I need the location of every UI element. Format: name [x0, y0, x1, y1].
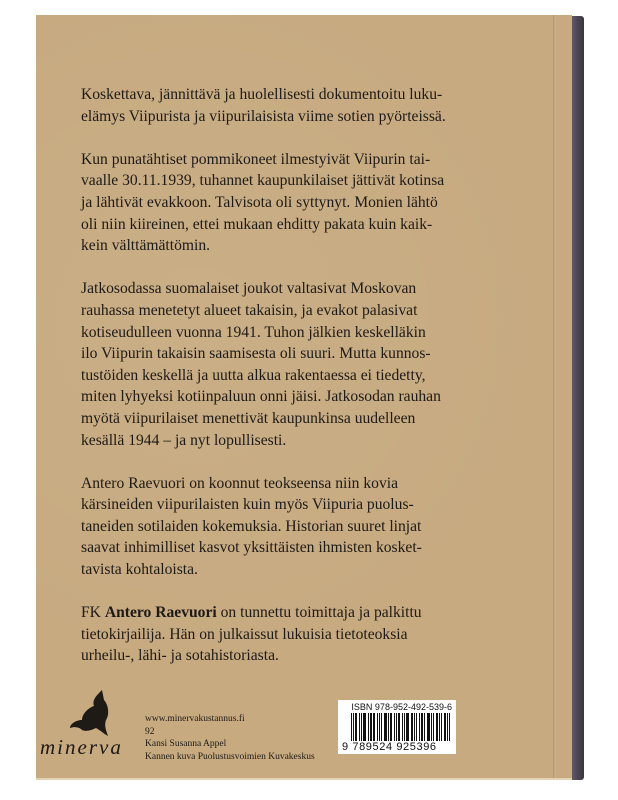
barcode-bar [444, 713, 446, 741]
barcode-bar [384, 713, 387, 741]
blurb-line: kotiseudulleen vuonna 1941. Tuhon jälkien keskelläkin [81, 323, 426, 341]
barcode-bar [411, 713, 413, 741]
barcode-bar [414, 713, 415, 741]
barcode-bar [447, 713, 448, 741]
credits [145, 713, 315, 763]
blurb-paragraph [81, 473, 446, 581]
isbn-barcode [338, 700, 456, 754]
barcode-bar [370, 713, 372, 741]
barcode-bar [424, 713, 425, 741]
blurb-line: rauhassa menetetyt alueet takaisin, ja evakot palasivat [81, 301, 418, 319]
blurb-line: tustöiden keskellä ja uutta alkua rakentaessa ei tiedetty, [81, 366, 426, 384]
blurb-paragraph [81, 84, 446, 127]
barcode-bar [359, 713, 360, 741]
barcode-bar [433, 713, 434, 741]
bio-prefix: FK [81, 604, 105, 622]
cover-photo-credit: Kannen kuva Puolustusvoimien Kuvakeskus [145, 751, 315, 762]
barcode-bar [379, 713, 380, 741]
author-name: Antero Raevuori [104, 604, 217, 622]
blurb-line: myötä viipurilaiset menettivät kaupunkinsa uudelleen [81, 409, 416, 427]
barcode-bar [353, 713, 354, 741]
publisher-logo: minerva [40, 735, 123, 759]
barcode-bar [421, 713, 423, 741]
barcode-bar [363, 713, 366, 741]
barcode-bar [436, 713, 438, 741]
blurb-line: miten lyhyeksi kotiinpaluun onni jäisi. Jatkosodan rauhan [81, 388, 441, 406]
blurb-line: kärsineiden viipurilaisten kuin myös Viipuria puolus- [81, 496, 414, 514]
barcode-bar [439, 713, 440, 741]
blurb-line: Kun punatähtiset pommikoneet ilmestyivät Viipurin tai- [81, 150, 431, 168]
blurb-line: vaalle 30.11.1939, tuhannet kaupunkilaiset jättivät kotinsa [81, 172, 445, 190]
blurb-line: tavista kohtaloista. [81, 561, 198, 579]
cover-edge [36, 778, 572, 780]
cover-design-credit: Kansi Susanna Appel [145, 739, 227, 749]
barcode-bar [406, 713, 409, 741]
barcode-bar [394, 713, 395, 741]
blurb-line: elämys Viipurista ja viipurilaisista viime sotien pyörteissä. [81, 107, 446, 125]
blurb-line: oli niin kiireinen, ettei mukaan ehditty pakata kuin kaik- [81, 215, 433, 233]
barcode-bar [441, 713, 442, 741]
isbn-text: ISBN 978-952-492-539-6 [351, 702, 452, 712]
barcode-bar [427, 713, 430, 741]
blurb-text [81, 84, 446, 689]
barcode-bars [351, 713, 452, 741]
category-code: 92 [145, 726, 155, 737]
blurb-line: ilo Viipurin takaisin saamisesta oli suuri. Mutta kunnos- [81, 345, 431, 363]
ean-number: 9 789524 925396 [342, 741, 437, 753]
barcode-bar [449, 713, 450, 741]
bio-line: urheilu-, lähi- ja sotahistoriasta. [81, 647, 279, 665]
barcode-bar [402, 713, 403, 741]
barcode-bar [431, 713, 432, 741]
blurb-line: Koskettava, jännittävä ja huolellisesti dokumentoitu luku- [81, 86, 443, 103]
blurb-line: kein välttämättömin. [81, 237, 211, 255]
barcode-bar [361, 713, 362, 741]
barcode-bar [396, 713, 397, 741]
bio-line [81, 602, 446, 624]
blurb-paragraph [81, 278, 446, 451]
bio-text: on tunnettu toimittaja ja palkittu [216, 604, 422, 622]
blurb-line: ja lähtivät evakkoon. Talvisota oli syttynyt. Monien lähtö [81, 193, 438, 211]
barcode-bar [390, 713, 392, 741]
barcode-bar [398, 713, 400, 741]
blurb-line: Jatkosodassa suomalaiset joukot valtasivat Moskovan [81, 280, 417, 298]
barcode-bar [419, 713, 420, 741]
barcode-bar [355, 713, 357, 741]
author-bio [81, 602, 446, 667]
blurb-line: kesällä 1944 – ja nyt lopullisesti. [81, 431, 287, 449]
blurb-line: taneiden sotilaiden kokemuksia. Historian suuret linjat [81, 517, 422, 535]
barcode-bar [404, 713, 405, 741]
bio-line: tietokirjailija. Hän on julkaissut lukuisia tietoteoksia [81, 625, 408, 643]
barcode-bar [377, 713, 378, 741]
publisher-url[interactable]: www.minervakustannus.fi [145, 714, 245, 724]
blurb-paragraph [81, 149, 446, 257]
blurb-line: Antero Raevuori on koonnut teokseensa niin kovia [81, 474, 399, 492]
barcode-bar [416, 713, 417, 741]
barcode-bar [373, 713, 375, 741]
barcode-bar [388, 713, 389, 741]
blurb-line: saavat inhimilliset kasvot yksittäisten ihmisten kosket- [81, 539, 422, 557]
barcode-bar [381, 713, 382, 741]
barcode-bar [351, 713, 352, 741]
barcode-bar [368, 713, 369, 741]
hinge-groove [553, 15, 556, 780]
